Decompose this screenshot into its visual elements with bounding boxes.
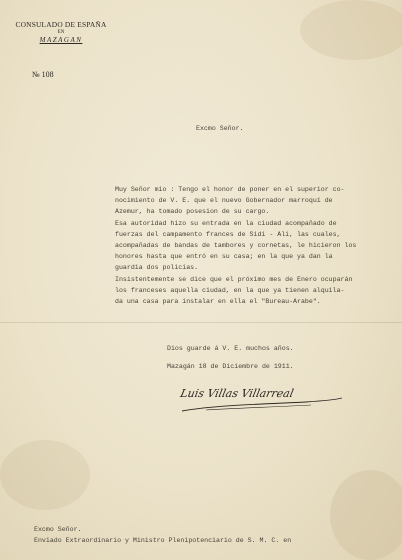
paper-fold-line <box>0 322 402 323</box>
addressee-line: Enviado Extraordinario y Ministro Plenipotenciario de S. M. C. en <box>34 537 292 545</box>
body-line: nocimiento de V. E. que el nuevo Gobernador marroquí de <box>115 197 333 205</box>
paper-stain <box>330 470 402 560</box>
reference-number: № 108 <box>32 70 54 79</box>
body-line: guardia dos policias. <box>115 264 199 272</box>
body-line: honores hasta que entró en su casa; en la que ya dan la <box>115 253 333 261</box>
body-line: acompañadas de bandas de tambores y cornetas, le hicieron los <box>115 241 357 249</box>
body-line: los franceses aquella ciudad, en la que ya tienen alquila- <box>115 286 345 294</box>
date-line: Mazagán 18 de Diciembre de 1911. <box>167 363 294 370</box>
salutation: Excmo Señor. <box>196 125 244 132</box>
body-line: Esa autoridad hizo su entrada en la ciudad acompañado de <box>115 219 337 227</box>
signature-flourish <box>206 405 311 410</box>
body-line: Insistentemente se dice que el próximo mes de Enero ocuparán <box>115 275 353 283</box>
body-line: Azemur, ha tomado posesion de su cargo. <box>115 208 270 216</box>
letter-body <box>115 184 402 307</box>
body-line: da una casa para instalar en ella el "Bureau-Arabe". <box>115 297 321 305</box>
paper-stain <box>300 0 402 60</box>
consulate-letterhead <box>6 20 116 44</box>
body-line: Muy Señor mio : Tengo el honor de poner en el superior co- <box>115 186 345 193</box>
closing-formula: Dios guarde á V. E. muchos años. <box>167 345 294 352</box>
letterhead-city: MAZAGAN <box>39 36 83 44</box>
signature-text: Luis Villas Villarreal <box>179 387 295 400</box>
letterhead-title: CONSULADO DE ESPAÑA <box>15 20 107 29</box>
handwritten-signature <box>176 377 346 421</box>
letterhead-preposition: EN <box>57 30 65 35</box>
body-line: fuerzas del campamento frances de Sidi - Ali, las cuales, <box>115 230 341 238</box>
addressee-block <box>34 524 291 546</box>
addressee-line: Excmo Señor. <box>34 526 82 533</box>
paper-stain <box>0 440 90 510</box>
